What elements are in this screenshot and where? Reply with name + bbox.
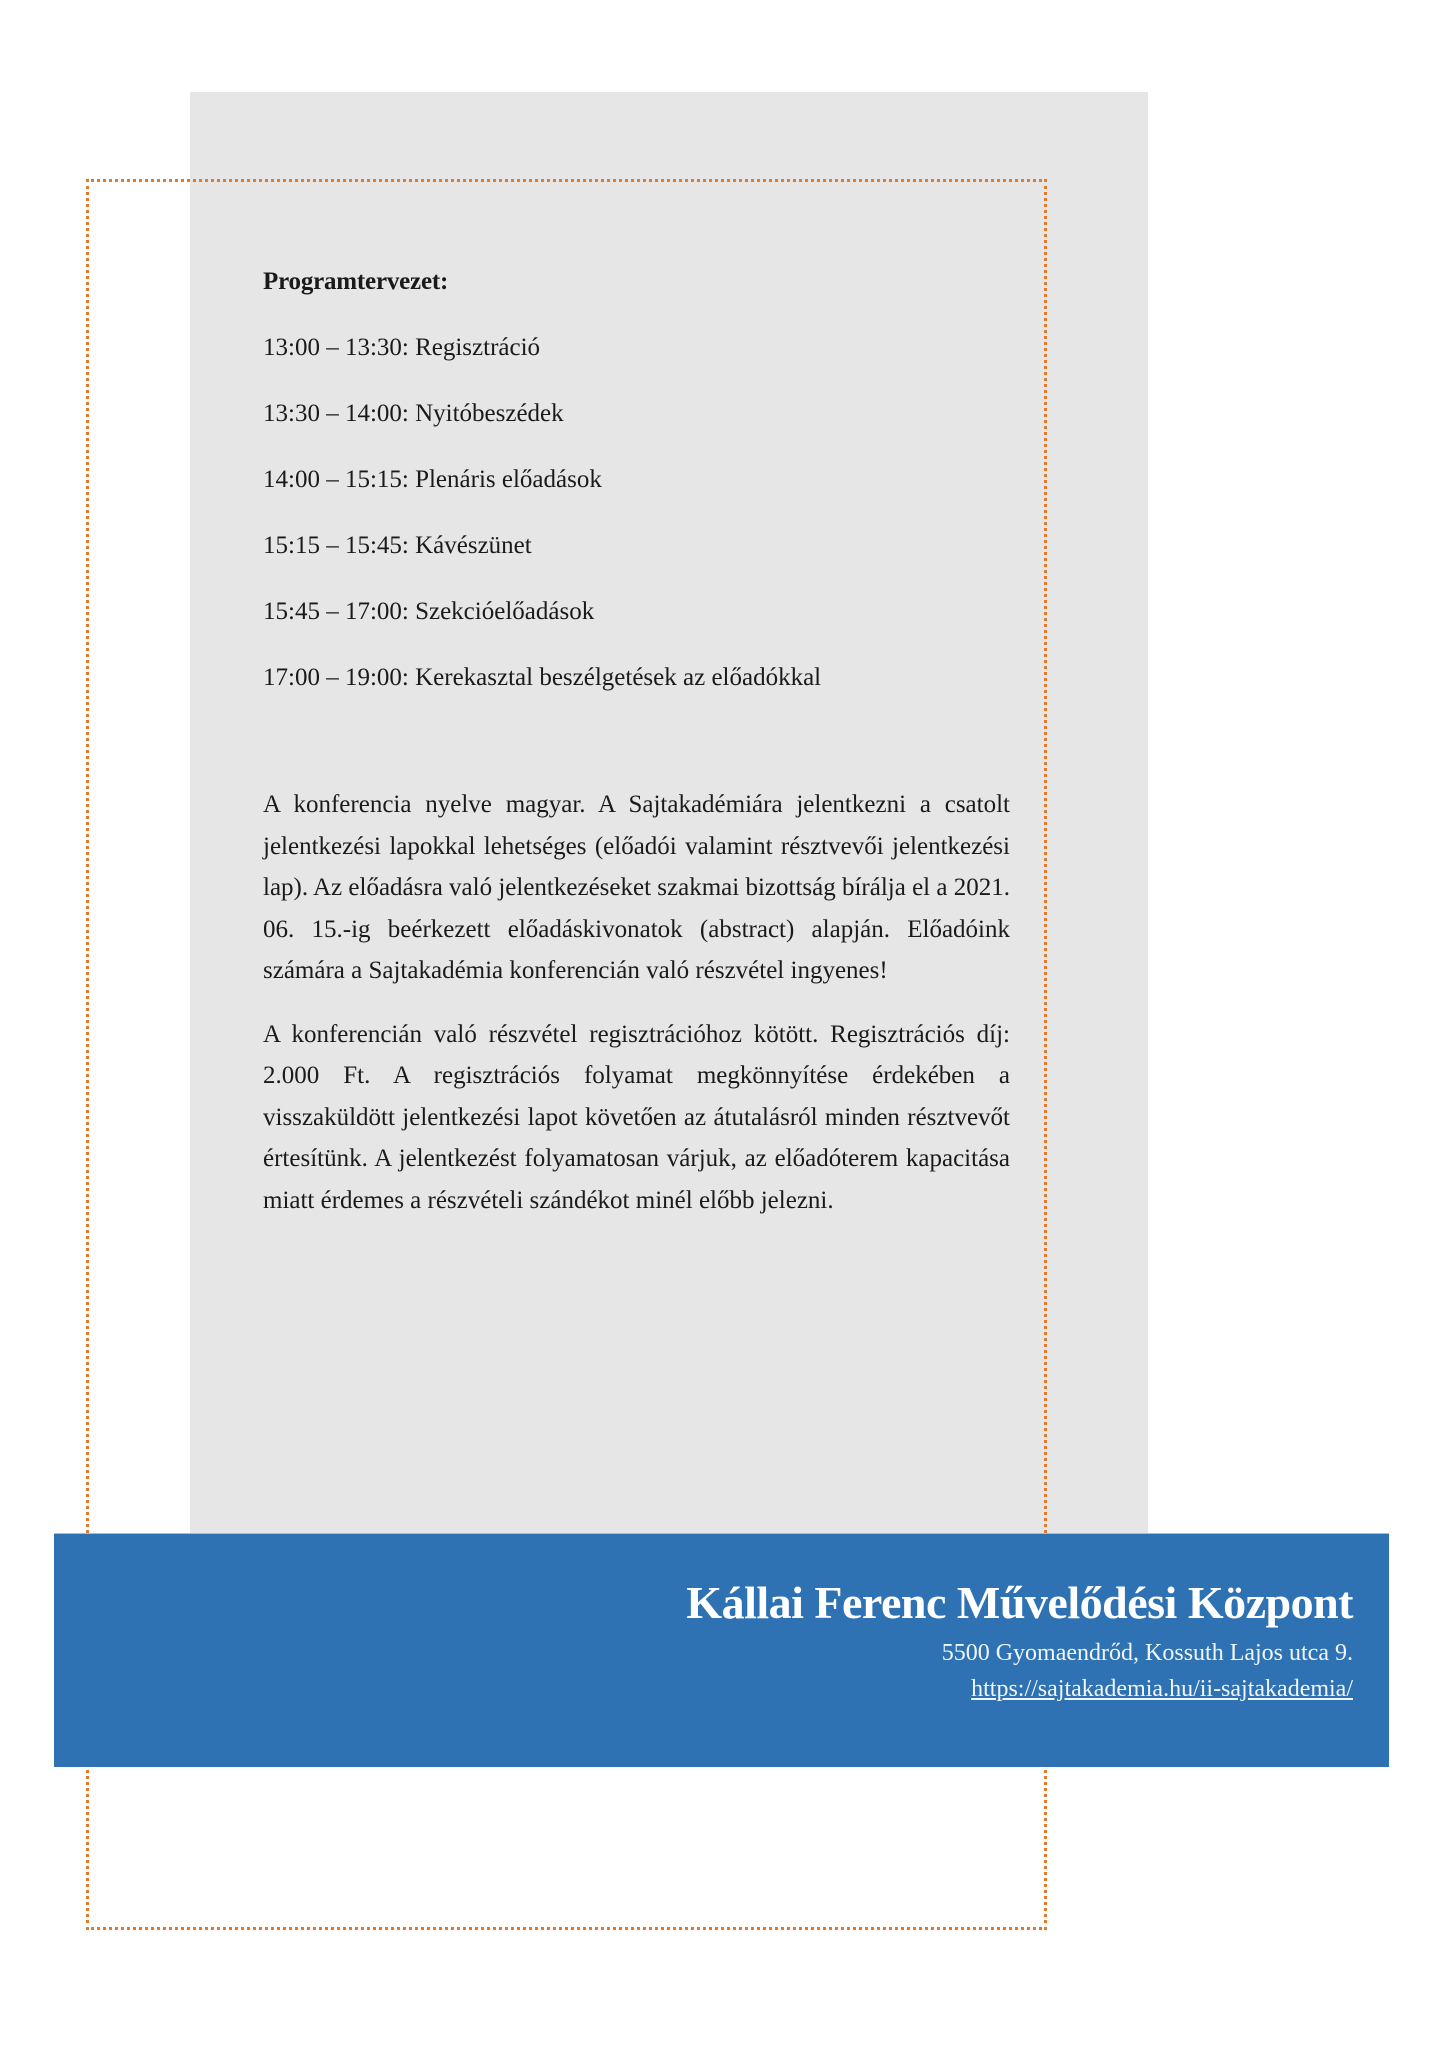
fee-paragraph: A konferencián való részvétel regisztrációhoz kötött. Regisztrációs díj: 2.000 Ft. A regisztrációs folyamat megkönnyítése érdekében a visszaküldött jelentkezési lapot követően az átutalásról minden résztvevőt értesítünk. A jelentkezést folyamatosan várjuk, az előadóterem kapacitása miatt érdemes a részvételi szándékot minél előbb jelezni. [263, 1020, 1010, 1214]
footer-band [54, 1533, 1389, 1767]
program-title: Programtervezet: [263, 268, 449, 295]
main-content [263, 262, 1010, 1221]
website-link[interactable]: https://sajtakademia.hu/ii-sajtakademia/ [971, 1676, 1353, 1702]
schedule-item: 14:00 – 15:15: Plenáris előadások [263, 466, 602, 493]
organizer-block [686, 1574, 1353, 1706]
organizer-address: 5500 Gyomaendrőd, Kossuth Lajos utca 9. [941, 1640, 1353, 1666]
schedule-item: 15:45 – 17:00: Szekcióelőadások [263, 598, 595, 625]
schedule-item: 13:00 – 13:30: Regisztráció [263, 334, 541, 361]
schedule-item: 17:00 – 19:00: Kerekasztal beszélgetések az előadókkal [263, 664, 822, 691]
organizer-name: Kállai Ferenc Művelődési Központ [686, 1577, 1353, 1628]
schedule-list [263, 328, 1010, 698]
schedule-item: 15:15 – 15:45: Kávészünet [263, 532, 532, 559]
language-registration-paragraph: A konferencia nyelve magyar. A Sajtakadémiára jelentkezni a csatolt jelentkezési lapokkal lehetséges (előadói valamint résztvevői jelentkezési lap). Az előadásra való jelentkezéseket szakmai bizottság bírálja el a 2021. 06. 15.-ig beérkezett előadáskivonatok (abstract) alapján. Előadóink számára a Sajtakadémia konferencián való részvétel ingyenes! [263, 791, 1010, 984]
schedule-item: 13:30 – 14:00: Nyitóbeszédek [263, 400, 564, 427]
